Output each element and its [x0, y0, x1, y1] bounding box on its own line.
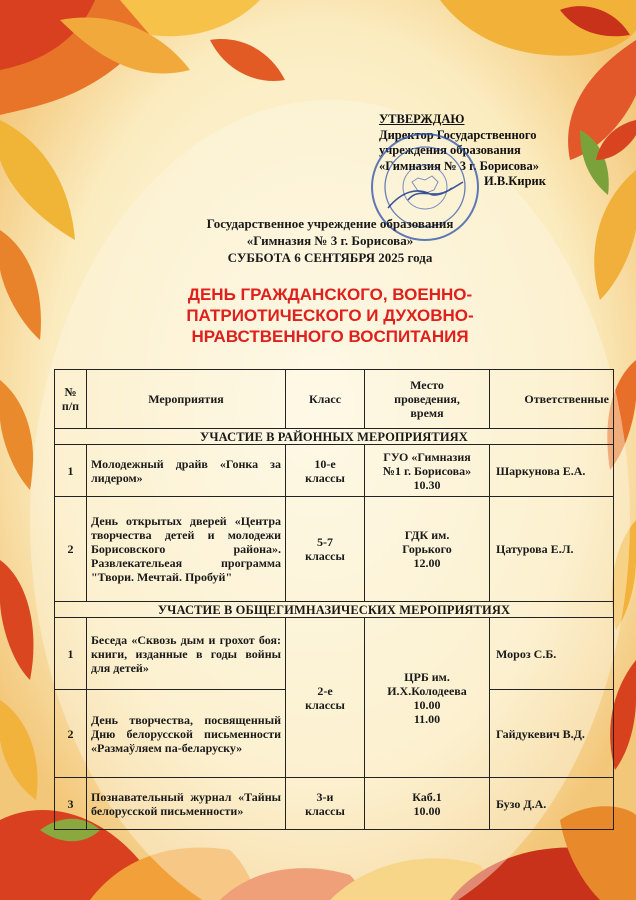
row-responsible: Цатурова Е.Л.: [490, 497, 614, 602]
row-class: 3-и классы: [286, 778, 365, 830]
table-row: [55, 497, 614, 602]
table-row: [55, 618, 614, 690]
row-class: 10-е классы: [286, 445, 365, 497]
row-responsible: Мороз С.Б.: [490, 618, 614, 690]
table-header-row: [55, 370, 614, 429]
row-event: Беседа «Сквозь дым и грохот боя: книги, изданные в годы войны для детей»: [87, 618, 286, 690]
row-place-time-shared: ЦРБ им. И.Х.Колодеева 10.00 11.00: [365, 618, 490, 778]
section-title-district: УЧАСТИЕ В РАЙОННЫХ МЕРОПРИЯТИЯХ: [55, 429, 614, 445]
section-row: [55, 602, 614, 618]
row-class-shared: 2-е классы: [286, 618, 365, 778]
row-place-time: Каб.1 10.00: [365, 778, 490, 830]
section-row: [55, 429, 614, 445]
page-title-line-2: ПАТРИОТИЧЕСКОГО И ДУХОВНО-: [186, 306, 474, 325]
header-event: Мероприятия: [87, 370, 286, 429]
row-event: Познавательный журнал «Тайны белорусской письменности»: [87, 778, 286, 830]
approval-title: УТВЕРЖДАЮ: [379, 112, 465, 126]
page-title-line-1: ДЕНЬ ГРАЖДАНСКОГО, ВОЕННО-: [187, 285, 473, 304]
schedule-table: [54, 369, 614, 830]
row-responsible: Шаркунова Е.А.: [490, 445, 614, 497]
row-class: 5-7 классы: [286, 497, 365, 602]
header-responsible: Ответственные: [490, 370, 614, 429]
row-event: День творчества, посвященный Дню белорусской письменности «Размаўляем па-беларуску»: [87, 690, 286, 778]
approval-line-3: «Гимназия № 3 г. Борисова»: [379, 158, 539, 173]
row-event: Молодежный драйв «Гонка за лидером»: [87, 445, 286, 497]
section-title-school: УЧАСТИЕ В ОБЩЕГИМНАЗИЧЕСКИХ МЕРОПРИЯТИЯХ: [55, 602, 614, 618]
header-place-time: Место проведения, время: [365, 370, 490, 429]
approval-signature-name: И.В.Кирик: [484, 174, 546, 188]
page-title: [110, 284, 550, 347]
header-number: № п/п: [55, 370, 87, 429]
header-class: Класс: [286, 370, 365, 429]
approval-line-1: Директор Государственного: [379, 127, 537, 142]
table-row: [55, 778, 614, 830]
row-event: День открытых дверей «Центра творчества детей и молодежи Борисовского района». Развлекательеая программа "Твори. Мечтай. Пробуй": [87, 497, 286, 602]
row-responsible: Бузо Д.А.: [490, 778, 614, 830]
row-place-time: ГДК им. Горького 12.00: [365, 497, 490, 602]
organization-line-2: «Гимназия № 3 г. Борисова»: [246, 233, 414, 248]
row-number: 3: [55, 778, 87, 830]
row-number: 2: [55, 690, 87, 778]
row-number: 1: [55, 445, 87, 497]
row-number: 2: [55, 497, 87, 602]
row-place-time: ГУО «Гимназия №1 г. Борисова» 10.30: [365, 445, 490, 497]
event-date: СУББОТА 6 СЕНТЯБРЯ 2025 года: [227, 250, 433, 265]
row-responsible: Гайдукевич В.Д.: [490, 690, 614, 778]
organization-line-1: Государственное учреждение образования: [206, 216, 454, 231]
row-number: 1: [55, 618, 87, 690]
organization-block: [160, 215, 500, 266]
approval-line-2: учреждения образования: [379, 143, 521, 157]
table-row: [55, 445, 614, 497]
page-title-line-3: НРАВСТВЕННОГО ВОСПИТАНИЯ: [191, 327, 469, 346]
